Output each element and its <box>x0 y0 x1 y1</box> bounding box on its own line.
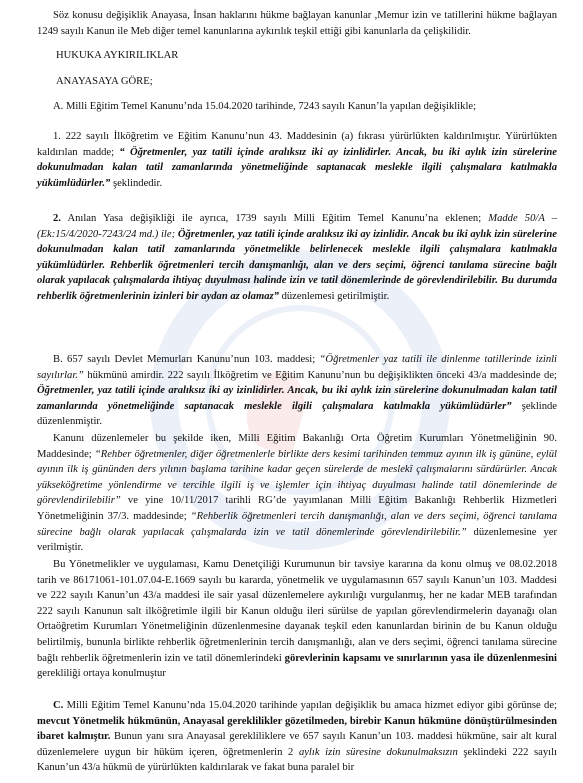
text-run: Öğretmenler, yaz tatili içinde aralıksız iki ay izinlidirler. Ancak, bu iki aylık izin sürelerine dokunulmadan kalan tatil zamanlarında yönetmeliğinde saptanacak meslekle ilgili çalışmalara katılmakla yükümlüdürler” <box>37 385 557 412</box>
text-run: Madde 50/A – (Ek:15/4/2020-7243/24 md.) ile; <box>37 213 557 240</box>
text-run: 2. <box>53 213 61 224</box>
section-a-paragraph <box>37 99 557 115</box>
text-run: düzenlemesine yer verilmiştir. <box>37 526 557 554</box>
text-run: Öğretmenler, yaz tatili içinde aralıksız iki ay izinlidir. Ancak bu iki aylık izin sürelerine dokunulmadan kalan tatil zamanlarında yönetmelikle belirlenecek meslekle ilgili çalışmalara katılmakla yükümlüdürler. Rehberlik öğretmenleri tercih danışmanlığı, alan ve ders seçimi, öğrenci tanılama sürecine bağlı olarak yapılacak çalışmalarda ihtiyaç duyulması halinde izin ve tatil dönemlerinde de görevlendirilebilir. Bu durumda rehberlik öğretmenlerinin izinleri bir aydan az olamaz” <box>37 228 557 302</box>
text-run: “Rehberlik öğretmenleri tercih danışmanlığı, alan ve ders seçimi, öğrenci tanılama sürecine bağlı olarak yapılacak çalışmalarda izin ve tatil dönemlerinde görevlendirilebilir.” <box>37 510 558 538</box>
ombudsman-paragraph <box>37 557 557 682</box>
item-2-paragraph <box>37 211 557 305</box>
text-run: Söz konusu değişiklik Anayasa, İnsan haklarını hükme bağlayan kanunlar ,Memur izin ve tatillerini hükme bağlayan 1249 sayılı Kanun ile Meb diğer temel kanunlarına aykırılık teşkil ettiği gibi kanunlarla da çelişkilidir. <box>37 10 557 37</box>
text-run: gerekliliği ortaya konulmuştur <box>37 668 166 680</box>
text-run: “Rehber öğretmenler, diğer öğretmenlerle birlikte ders kesimi tarihinden temmuz ayının ilk iş gününe, eylül ayının ilk iş gününden ders yılının başlama tarihine kadar geçen sürelerde de meslekî çalışmalarını sürdürürler. Ancak yükseköğretime yönlendirme ve tercihle ilgili iş ve işlemler için ihtiyaç duyulması halinde tatil dönemlerinde de görevlendirilebilir” <box>37 448 557 507</box>
text-run: Kanunı düzenlemeler bu şekilde iken, Milli Eğitim Bakanlığı Orta Öğretim Kurumları Yönetmeliğinin 90. Maddesinde; <box>37 433 557 460</box>
text-run: ve yine 10/11/2017 tarihli RG’de yayımlanan Milli Eğitim Bakanlığı Rehberlik Hizmetleri Yönetmeliğinin 37/3. maddesinde; <box>37 495 557 522</box>
text-run: aylık izin süresine dokunulmaksızın <box>298 746 458 758</box>
text-run: “Öğretmenler yaz tatili ile dinlenme tatillerinde izinli sayılırlar.” <box>37 354 557 381</box>
text-run: şeklindedir. <box>110 177 163 189</box>
text-run: ANAYASAYA GÖRE; <box>56 76 153 87</box>
text-run: HUKUKA AYKIRILIKLAR <box>56 50 179 61</box>
section-b-paragraph <box>37 352 557 430</box>
text-run: şeklinde düzenlenmiştir. <box>37 400 558 428</box>
regulation-paragraph <box>37 431 557 556</box>
text-run: Milli Eğitim Temel Kanunu’nda 15.04.2020 tarihinde yapılan değişiklik bu amaca hizmet ediyor gibi görünse de; <box>63 700 557 711</box>
text-run: düzenlemesi getirilmiştir. <box>278 290 390 302</box>
text-run: B. 657 sayılı Devlet Memurları Kanunu’nun 103. maddesi; <box>53 354 320 365</box>
text-run: mevcut Yönetmelik hükmünün, Anayasal gereklilikler gözetilmeden, birebir Kanun hükmüne dönüştürülmesinden ibaret kalmıştır. <box>37 715 557 743</box>
text-run: “ Öğretmenler, yaz tatili içinde aralıksız iki ay izinlidirler. Ancak, bu iki aylık izin sürelerine dokunulmadan kalan tatil zamanlarında yönetmeliğinde saptanacak meslekle ilgili çalışmalara katılmakla yükümlüdürler.” <box>37 146 558 189</box>
text-run: Bu Yönetmelikler ve uygulaması, Kamu Denetçiliği Kurumunun bir tavsiye kararına da konu olmuş ve 08.02.2018 tarih ve 86171061-101.07.04-E.1669 sayılı bu kararda, yönetmelik ve uygulamasının 657 sayılı Kanun’un 103. Maddesi ve 222 sayılı Kanun’un 43/a maddesi ile sair yasal düzenlemelere aykırılığı vurgulanmış, her ne kadar MEB tarafından 222 sayılı Kanunun salt ilköğretimle ilgili bir Kanun olduğu ileri sürülse de yapılan görevlendirmelerin dayanağı olan Ortaöğretim Kurumları Yönetmeliğinin düzenlenmesine dayanak teşkil eden kanunlardan birinin de bu Kanun olduğu belirtilmiş, bununla birlikte rehberlik öğretmenlerinin tercih danışmanlığı, alan ve ders seçimi, öğrenci tanılama sürecine bağlı rehberlik öğretmenlerin izin ve tatil dönemlerindeki <box>37 559 557 664</box>
text-run: Anılan Yasa değişikliği ile ayrıca, 1739 sayılı Milli Eğitim Temel Kanunu’na eklenen; <box>60 213 489 224</box>
text-run: şeklindeki 222 sayılı Kanun’un 43/a hükmü de yürürlükten kaldırılarak ve fakat buna paralel bir <box>37 746 557 774</box>
text-run: hükmünü amirdir. 222 sayılı İlköğretim ve Eğitim Kanunu’nun bu değişiklikten önceki 43/a maddesinde de; <box>83 369 557 381</box>
heading-hukuka-aykiriliklar <box>56 48 576 64</box>
intro-paragraph <box>37 8 557 39</box>
text-run: C. <box>53 700 64 711</box>
text-run: 1. 222 sayılı İlköğretim ve Eğitim Kanunu’nun 43. Maddesinin (a) fıkrası yürürlükten kaldırılmıştır. Yürürlükten kaldırılan madde; <box>37 131 557 158</box>
text-run: A. Milli Eğitim Temel Kanunu’nda 15.04.2020 tarihinde, 7243 sayılı Kanun’la yapılan değişiklikle; <box>53 101 477 112</box>
item-1-paragraph <box>37 129 557 191</box>
text-run: görevlerinin kapsamı ve sınırlarının yasa ile düzenlenmesini <box>284 652 557 664</box>
section-c-paragraph <box>37 698 557 776</box>
text-run: Bunun yanı sıra Anayasal gerekliliklere ve 657 sayılı Kanun’un 103. maddesi hükmüne, sair alt kural düzenlemelere uygun bir hüküm içeren, öğretmenlerin 2 <box>37 731 557 758</box>
heading-anayasaya-gore <box>56 74 576 90</box>
